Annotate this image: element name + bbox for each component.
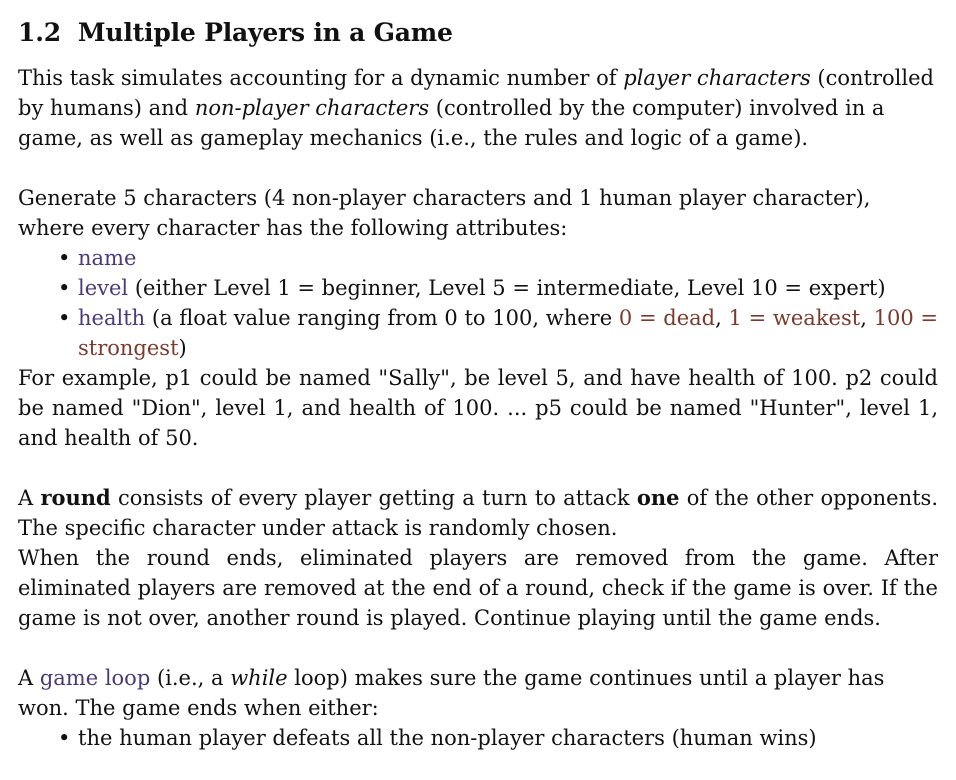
separator: , xyxy=(715,306,729,330)
round-text: A xyxy=(18,486,41,510)
end-condition-list xyxy=(18,723,938,753)
end-condition-item: • the human player defeats all the non-player characters (human wins) xyxy=(78,723,938,753)
section-heading xyxy=(18,18,938,47)
intro-text: This task simulates accounting for a dynamic number of xyxy=(18,66,624,90)
round-term: round xyxy=(40,485,111,510)
non-player-characters-term: non-player characters xyxy=(194,96,430,120)
loop-text: A xyxy=(18,666,40,690)
round-text: consists of every player getting a turn to attack xyxy=(110,486,637,510)
attribute-item-health xyxy=(78,303,938,363)
health-description: (a float value ranging from 0 to 100, where xyxy=(145,306,619,330)
closing-paren: ) xyxy=(178,336,187,360)
generate-paragraph: Generate 5 characters (4 non-player characters and 1 human player character), where every character has the following attributes: xyxy=(18,186,871,240)
game-loop-term: game loop xyxy=(39,666,151,690)
health-term: health xyxy=(78,306,146,330)
game-loop-paragraph xyxy=(18,663,938,723)
health-value-dead: 0 = dead xyxy=(618,306,716,330)
round-end-paragraph: When the round ends, eliminated players are removed from the game. After eliminated players are removed at the end of a round, check if the game is over. If the game is not over, another round is played. Continue playing until the game ends. xyxy=(18,546,938,630)
health-value-strongest: 100 = strongest xyxy=(78,306,939,360)
health-value-weakest: 1 = weakest xyxy=(728,306,861,330)
intro-paragraph xyxy=(18,63,938,153)
loop-text: loop) makes sure the game continues until a player has won. The game ends when either: xyxy=(18,666,885,720)
level-term: level xyxy=(78,276,129,300)
round-paragraph xyxy=(18,483,938,543)
while-term: while xyxy=(230,666,288,690)
intro-text: (controlled by the computer) involved in a game, as well as gameplay mechanics (i.e., the rules and logic of a game). xyxy=(18,96,885,150)
one-term: one xyxy=(636,485,680,510)
name-term: name xyxy=(78,246,137,270)
section-number: 1.2 xyxy=(18,18,61,47)
attribute-item-name xyxy=(78,243,938,273)
example-paragraph: For example, p1 could be named "Sally", be level 5, and have health of 100. p2 could be named "Dion", level 1, and health of 100. ... p5 could be named "Hunter", level 1, and health of 50. xyxy=(18,366,938,450)
intro-text: (controlled by humans) and xyxy=(18,66,934,120)
level-description: (either Level 1 = beginner, Level 5 = intermediate, Level 10 = expert) xyxy=(128,276,886,300)
player-characters-term: player characters xyxy=(623,66,811,90)
separator: , xyxy=(860,306,874,330)
round-text: of the other opponents. The specific character under attack is randomly chosen. xyxy=(18,486,938,540)
attribute-item-level xyxy=(78,273,938,303)
section-title: Multiple Players in a Game xyxy=(77,18,453,47)
loop-text: (i.e., a xyxy=(150,666,231,690)
attribute-list xyxy=(18,243,938,363)
